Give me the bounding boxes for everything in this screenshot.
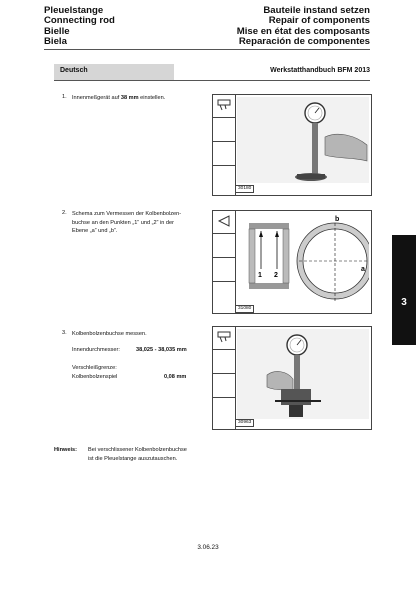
figure-3-cell: [213, 373, 235, 398]
bushing-measurement-diagram: [237, 213, 369, 305]
measuring-tool-icon: [217, 99, 231, 111]
inner-diameter-value: 38,025 - 38,035 mm: [136, 347, 187, 353]
title-fr: Bielle: [44, 25, 70, 37]
figure-1-cell: [213, 117, 235, 142]
figure-1-cell: [213, 165, 235, 190]
diagram-label-b: b: [335, 216, 340, 223]
figure-1: [212, 94, 372, 196]
header-titles-left: [44, 6, 115, 48]
figure-2-number: 31080: [236, 305, 254, 313]
measuring-tool-icon: [217, 331, 231, 343]
header-titles-right: [237, 6, 370, 48]
piston-pin-clearance-label: Kolbenbolzenspiel: [72, 374, 118, 380]
step-1-text: Innenmeßgerät auf 38 mm einstellen.: [72, 95, 166, 101]
title-de: Pleuelstange: [44, 5, 104, 16]
figure-3: [212, 326, 372, 430]
figure-3-cell: [213, 397, 235, 422]
diagram-label-a: a: [361, 266, 365, 273]
inner-diameter-label: Innendurchmesser:: [72, 347, 120, 353]
subtitle-fr: Mise en état des composants: [236, 25, 370, 37]
diagram-label-2: 2: [274, 272, 278, 279]
chapter-tab-number: 3: [401, 297, 407, 308]
figure-1-cell: [213, 141, 235, 166]
bore-gauge-photo: [237, 97, 369, 183]
subtitle-de: Bauteile instand setzen: [263, 5, 370, 16]
chapter-tab: [392, 235, 416, 345]
header-rule: [44, 49, 370, 50]
title-en: Connecting rod: [44, 15, 115, 27]
note-line: ist die Pleuelstange auszutauschen.: [88, 455, 178, 462]
step-2-line: Ebene „a“ und „b“.: [72, 228, 118, 234]
step-3-text: Kolbenbolzenbuchse messen.: [72, 331, 147, 337]
manual-title: Werkstatthandbuch BFM 2013: [270, 67, 370, 74]
step-2-number: 2.: [62, 210, 67, 216]
figure-3-cell: [213, 349, 235, 374]
arrow-left-icon: [218, 215, 230, 227]
step-1-number: 1.: [62, 94, 67, 100]
language-label: Deutsch: [60, 67, 88, 74]
piston-pin-clearance-value: 0,08 mm: [164, 374, 187, 380]
step-2-line: Schema zum Vermessen der Kolbenbolzen-: [72, 211, 182, 217]
section-rule: [54, 80, 370, 81]
figure-2-cell: [213, 233, 235, 258]
step-3-number: 3.: [62, 330, 67, 336]
note-label: Hinweis:: [54, 447, 78, 453]
page-number: 3.06.23: [197, 544, 219, 551]
step-2-line: buchse an den Punkten „1“ und „2“ in der: [72, 219, 174, 226]
note-line: Bei verschlissener Kolbenbolzenbuchse: [88, 447, 187, 453]
wear-limit-label: Verschleißgrenze:: [72, 365, 117, 371]
step-2-text: [72, 210, 194, 236]
diagram-label-1: 1: [258, 272, 262, 279]
bushing-measuring-photo: [237, 329, 369, 419]
figure-3-number: 30963: [236, 419, 254, 427]
figure-2: [212, 210, 372, 314]
note-text: [88, 446, 187, 463]
subtitle-es: Reparación de componentes: [238, 36, 370, 48]
subtitle-en: Repair of components: [268, 15, 370, 27]
title-es: Biela: [44, 36, 67, 48]
figure-2-cell: [213, 257, 235, 282]
figure-1-number: 30180: [236, 185, 254, 193]
figure-2-cell: [213, 281, 235, 306]
